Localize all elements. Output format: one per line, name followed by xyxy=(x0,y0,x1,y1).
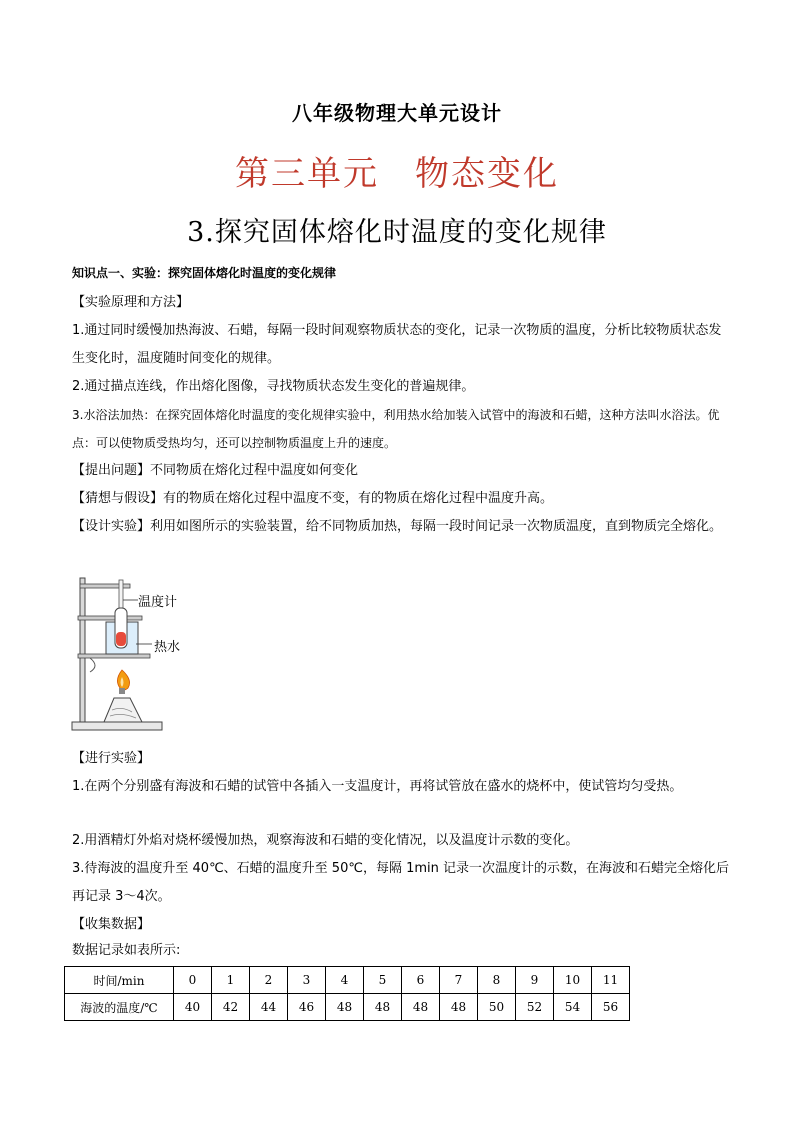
ring-support xyxy=(78,654,150,658)
procedure-step-2: 2.用酒精灯外焰对烧杯缓慢加热，观察海波和石蜡的变化情况，以及温度计示数的变化。 xyxy=(72,833,579,848)
table-cell: 0 xyxy=(174,967,212,994)
table-cell: 7 xyxy=(440,967,478,994)
table-cell: 4 xyxy=(326,967,364,994)
test-tube-substance xyxy=(116,632,126,646)
collect-heading: 【收集数据】 xyxy=(72,917,151,932)
design-text: 利用如图所示的实验装置，给不同物质加热，每隔一段时间记录一次物质温度，直到物质完全熔化。 xyxy=(150,519,723,534)
middle-clamp xyxy=(78,616,142,620)
design-label: 【设计实验】 xyxy=(72,519,151,534)
lamp-wick xyxy=(119,688,125,694)
table-cell: 5 xyxy=(364,967,402,994)
collect-intro: 数据记录如表所示: xyxy=(72,943,181,958)
stand-base xyxy=(72,722,162,730)
hypothesis-paragraph xyxy=(72,485,732,513)
table-cell: 8 xyxy=(478,967,516,994)
ring-wire xyxy=(90,658,95,672)
course-title: 八年级物理大单元设计 xyxy=(292,101,502,125)
principle-heading: 【实验原理和方法】 xyxy=(72,295,190,310)
table-cell: 50 xyxy=(478,994,516,1021)
table-cell: 52 xyxy=(516,994,554,1021)
flame xyxy=(117,670,129,690)
alcohol-lamp xyxy=(104,698,142,722)
table-cell: 48 xyxy=(402,994,440,1021)
question-text: 不同物质在熔化过程中温度如何变化 xyxy=(150,463,359,478)
data-table xyxy=(64,966,630,1021)
table-cell: 3 xyxy=(288,967,326,994)
unit-title: 第三单元 物态变化 xyxy=(235,154,559,194)
hypothesis-text: 有的物质在熔化过程中温度不变，有的物质在熔化过程中温度升高。 xyxy=(163,491,554,506)
table-cell: 48 xyxy=(364,994,402,1021)
table-cell: 48 xyxy=(440,994,478,1021)
table-cell: 46 xyxy=(288,994,326,1021)
question-label: 【提出问题】 xyxy=(72,463,151,478)
hypothesis-label: 【猜想与假设】 xyxy=(72,491,164,506)
table-cell: 9 xyxy=(516,967,554,994)
table-cell: 10 xyxy=(554,967,592,994)
lesson-title: 3.探究固体熔化时温度的变化规律 xyxy=(187,217,607,248)
apparatus-illustration xyxy=(70,574,200,734)
apparatus-figure xyxy=(70,574,200,734)
table-row xyxy=(65,994,630,1021)
hot-water-label: 热水 xyxy=(154,640,181,655)
table-cell: 40 xyxy=(174,994,212,1021)
table-cell: 56 xyxy=(592,994,630,1021)
stand-pole xyxy=(80,578,85,722)
knowledge-point-heading: 知识点一、实验：探究固体熔化时温度的变化规律 xyxy=(72,266,337,280)
principle-item-3: 3.水浴法加热：在探究固体熔化时温度的变化规律实验中，利用热水给加装入试管中的海波和石蜡，这种方法叫水浴法。优点：可以使物质受热均匀，还可以控制物质温度上升的速度。 xyxy=(72,408,720,450)
table-row-header: 海波的温度/℃ xyxy=(65,994,174,1021)
principle-item-2: 2.通过描点连线，作出熔化图像，寻找物质状态发生变化的普遍规律。 xyxy=(72,379,475,394)
table-cell: 54 xyxy=(554,994,592,1021)
table-row xyxy=(65,967,630,994)
table-cell: 2 xyxy=(250,967,288,994)
question-paragraph xyxy=(72,457,732,485)
table-cell: 48 xyxy=(326,994,364,1021)
table-row-header: 时间/min xyxy=(65,967,174,994)
principle-item-1: 1.通过同时缓慢加热海波、石蜡，每隔一段时间观察物质状态的变化，记录一次物质的温度，分析比较物质状态发生变化时，温度随时间变化的规律。 xyxy=(72,323,722,366)
table-cell: 42 xyxy=(212,994,250,1021)
table-cell: 11 xyxy=(592,967,630,994)
procedure-step-1: 1.在两个分别盛有海波和石蜡的试管中各插入一支温度计，再将试管放在盛水的烧杯中，使试管均匀受热。 xyxy=(72,779,683,794)
procedure-step-3: 3.待海波的温度升至 40℃、石蜡的温度升至 50℃，每隔 1min 记录一次温度计的示数，在海波和石蜡完全熔化后再记录 3～4次。 xyxy=(72,861,730,904)
table-cell: 1 xyxy=(212,967,250,994)
table-cell: 44 xyxy=(250,994,288,1021)
design-paragraph xyxy=(72,513,732,541)
table-cell: 6 xyxy=(402,967,440,994)
procedure-heading: 【进行实验】 xyxy=(72,751,151,766)
thermometer-label: 温度计 xyxy=(138,595,178,610)
